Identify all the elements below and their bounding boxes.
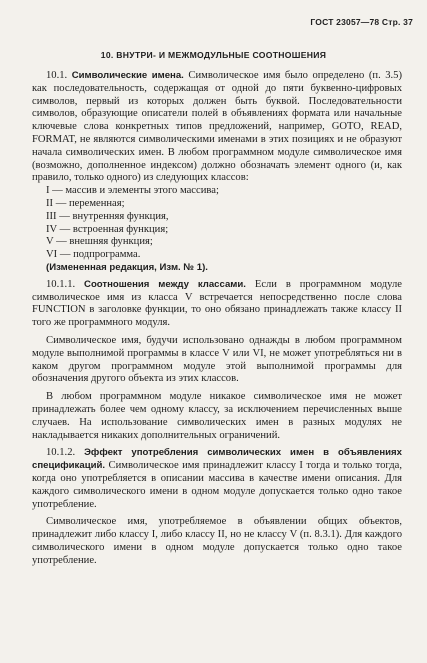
clause-text: Символическое имя было определено (п. 3.5) как последовательность, содержащая от одной до пяти буквенно-цифровых символов, первый из которых должен быть буквой. Последовательности символов, образующие описатели полей в объявлениях формата или начальные ключевые слова конкретных типов предложений, например, GOTO, READ, FORMAT, не являются символическими именами в этих позициях и не образуют начала символических имен. В любом программном модуле символическое имя (возможно, дополненное индексом) должно обозначать элемент одного (и, как правило, только одного) из следующих классов: bbox=[32, 70, 403, 184]
paragraph: Символическое имя, употребляемое в объявлении общих объектов, принадлежит либо классу I, либо классу II, но не классу V (п. 8.3.1). Для каждого символического имени в одном модуле допускается только одно такое употребление. bbox=[32, 516, 402, 566]
clause-heading: Символические имена. bbox=[71, 70, 184, 81]
paragraph: В любом программном модуле никакое символическое имя не может принадлежать более чем одному классу, за исключением перечисленных выше случаев. На использование символических имен в разных модулях не накладывается никаких дополнительных ограничений. bbox=[32, 391, 402, 441]
list-item: I — массив и элементы этого массива; bbox=[46, 185, 219, 197]
list-item: IV — встроенная функция; bbox=[46, 223, 169, 235]
amendment-note bbox=[32, 262, 402, 275]
clause-text: Символическое имя принадлежит классу I тогда и только тогда, когда оно употребляется в описании массива в качестве имени описания. Для каждого символического имени в одном модуле допускается только одно такое употребление. bbox=[32, 460, 402, 510]
body-text bbox=[32, 70, 402, 572]
clause-heading: Соотношения между классами. bbox=[84, 278, 246, 290]
amendment-text: (Измененная редакция, Изм. № 1). bbox=[46, 261, 208, 273]
paragraph-10-1-2 bbox=[32, 447, 402, 511]
clause-text: Если в программном модуле символическое имя из класса V встречается непосредственно после слова FUNCTION в заголовке функции, то оно обязано принадлежать также классу II того же программного модуля. bbox=[32, 278, 402, 329]
paragraph-10-1 bbox=[32, 70, 402, 185]
list-item: VI — подпрограмма. bbox=[46, 249, 141, 261]
section-title: 10. ВНУТРИ- И МЕЖМОДУЛЬНЫЕ СООТНОШЕНИЯ bbox=[100, 50, 327, 60]
clause-heading: Эффект употребления символических имен в объявлениях спецификаций. bbox=[32, 447, 402, 472]
list-item: II — переменная; bbox=[46, 197, 125, 209]
list-item: V — внешняя функция; bbox=[46, 236, 153, 248]
clause-number: 10.1. bbox=[46, 70, 68, 81]
paragraph: Символическое имя, будучи использовано однажды в любом программном модуле выполнимой программы в классе V или VI, не может употребляться ни в каком другом программном модуле этой выполнимой программы для обозначения другого объекта из этих классов. bbox=[32, 334, 402, 385]
clause-number: 10.1.1. bbox=[46, 278, 76, 290]
paragraph-10-1-1 bbox=[32, 279, 402, 330]
class-list bbox=[32, 185, 402, 262]
list-item: III — внутренняя функция, bbox=[46, 210, 169, 222]
clause-number: 10.1.2. bbox=[46, 447, 76, 459]
running-header: ГОСТ 23057—78 Стр. 37 bbox=[310, 17, 413, 27]
